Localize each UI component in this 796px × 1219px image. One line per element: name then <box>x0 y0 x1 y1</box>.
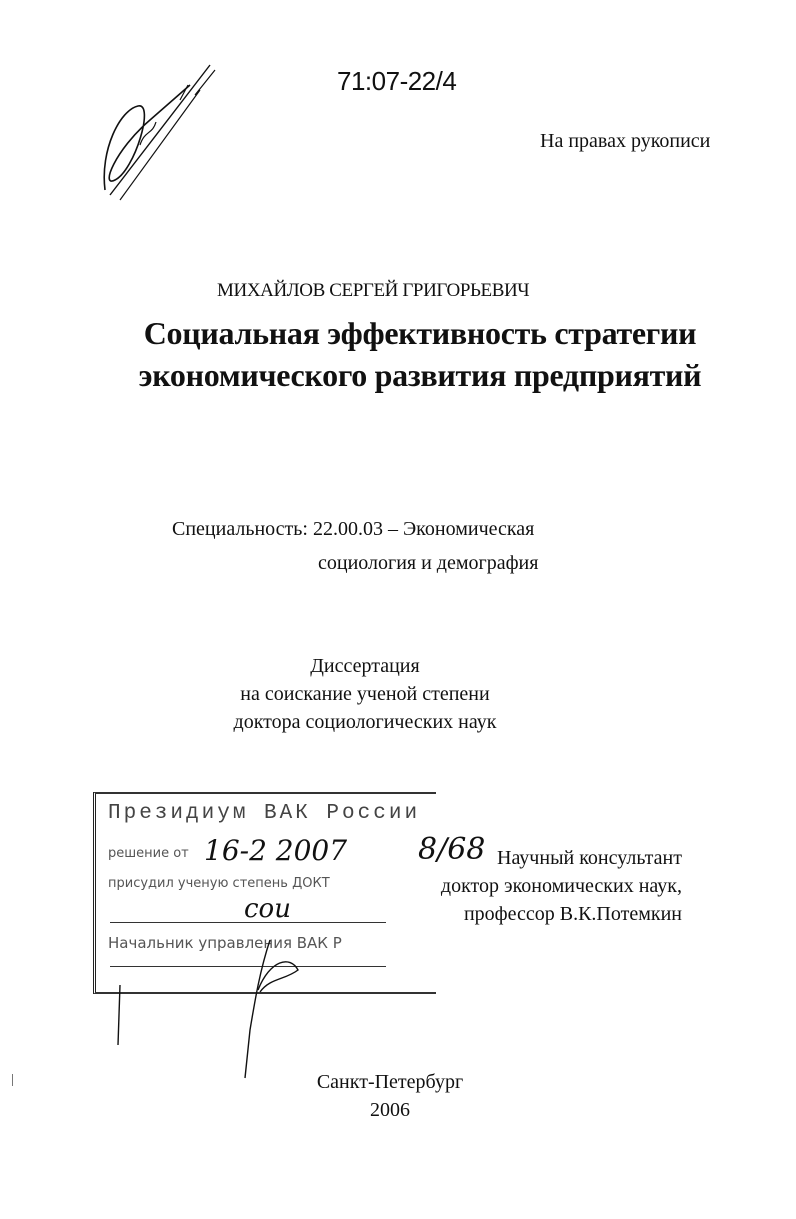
degree-line: Диссертация <box>310 655 420 677</box>
title-line: Социальная эффективность стратегии <box>143 315 697 351</box>
place-and-year <box>150 1068 630 1124</box>
degree-line: на соискание ученой степени <box>240 683 490 705</box>
consultant-line: Научный консультант <box>497 847 682 869</box>
stamp-line: присудил ученую степень ДОКТ <box>108 876 330 891</box>
stamp-line: решение от <box>108 846 189 861</box>
specialty-line: социология и демография <box>318 552 539 574</box>
signature-top-left <box>60 60 260 210</box>
catalog-code: 71:07-22/4 <box>337 66 457 96</box>
signature-stamp <box>110 930 310 1090</box>
author-name: МИХАЙЛОВ СЕРГЕЙ ГРИГОРЬЕВИЧ <box>217 280 530 301</box>
year: 2006 <box>370 1099 410 1121</box>
dissertation-title <box>80 312 760 396</box>
handwritten-date: 16-2 2007 <box>204 834 348 867</box>
scan-mark <box>12 1074 13 1086</box>
stamp-line: Президиум ВАК России <box>108 802 421 825</box>
stamp-line: Начальник управления ВАК Р <box>108 934 342 952</box>
city: Санкт-Петербург <box>316 1071 464 1093</box>
consultant-line: профессор В.К.Потемкин <box>463 903 682 925</box>
rights-notice: На правах рукописи <box>540 130 711 152</box>
consultant-line: доктор экономических наук, <box>440 875 682 897</box>
degree-line: доктора социологических наук <box>233 711 497 733</box>
handwritten-initials: cou <box>244 894 291 924</box>
degree-statement <box>150 652 580 736</box>
scientific-consultant <box>420 844 682 928</box>
specialty-line: Специальность: 22.00.03 – Экономическая <box>172 518 535 540</box>
title-line: экономического развития предприятий <box>138 357 702 393</box>
handwritten-number: 8/68 <box>418 832 486 867</box>
